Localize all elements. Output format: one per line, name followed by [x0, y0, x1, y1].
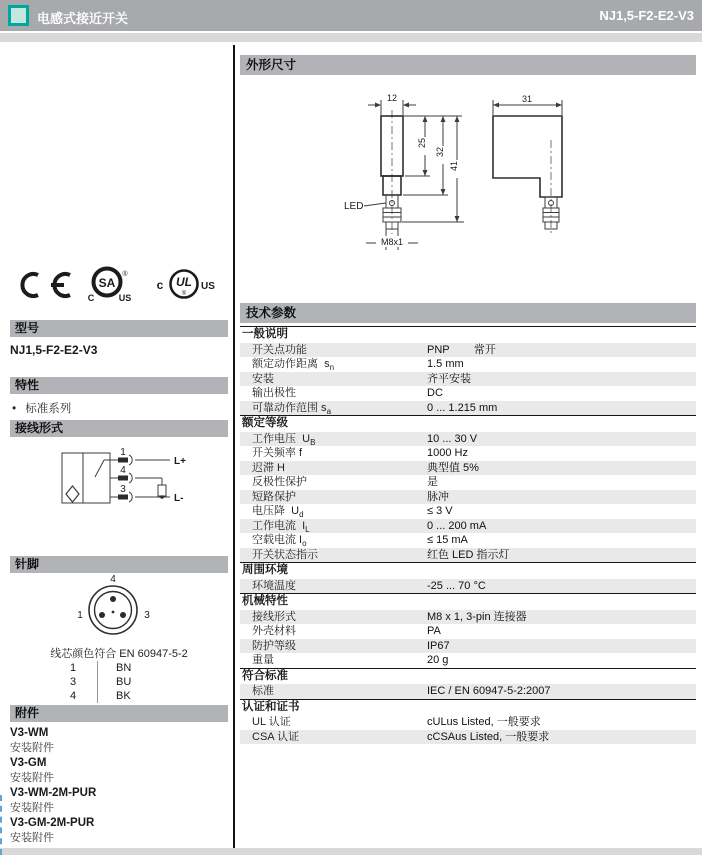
param-label: 反极性保护 — [252, 476, 307, 488]
param-row — [240, 519, 696, 534]
svg-text:c: c — [156, 278, 164, 292]
param-label: 开关频率 f — [252, 447, 303, 459]
param-label: 安装 — [252, 372, 274, 385]
feature-label: 标准系列 — [25, 403, 72, 415]
param-row — [240, 490, 696, 505]
param-row — [240, 372, 696, 387]
svg-text:32: 32 — [435, 146, 445, 158]
page-title: 电感式接近开关 — [37, 11, 129, 26]
param-value: 典型值 5% — [427, 461, 479, 474]
param-label: 可靠动作范围 $s_a$ — [252, 401, 332, 416]
svg-text:SA: SA — [98, 276, 116, 290]
pin-color-row — [63, 689, 131, 703]
accessory-model: V3-WM-2M-PUR — [10, 787, 97, 799]
svg-text:®: ® — [181, 291, 187, 297]
param-row — [240, 461, 696, 476]
param-row — [240, 730, 696, 745]
param-row — [240, 715, 696, 730]
param-value: 0 ... 1.215 mm — [427, 401, 498, 414]
param-label: 电压降 $U_d$ — [252, 505, 304, 520]
param-label: 接线形式 — [252, 610, 296, 623]
pin-number: 3 — [69, 676, 77, 688]
param-row — [240, 446, 696, 461]
svg-text:L+: L+ — [174, 456, 186, 467]
param-label: 外壳材料 — [252, 625, 296, 637]
param-row — [240, 432, 696, 447]
accessory-model: V3-WM — [10, 727, 49, 739]
param-value: 脉冲 — [427, 490, 449, 503]
svg-text:UL: UL — [176, 275, 192, 289]
accessory-model: V3-GM — [10, 757, 47, 769]
param-value: 1000 Hz — [427, 447, 468, 459]
pin-color-row — [63, 661, 131, 675]
header-model-number: NJ1,5-F2-E2-V3 — [599, 8, 694, 23]
svg-text:31: 31 — [521, 94, 533, 104]
param-row — [240, 401, 696, 416]
param-label: 环境温度 — [252, 579, 296, 592]
param-label: 开关状态指示 — [252, 548, 318, 561]
param-value: 1.5 mm — [427, 358, 464, 370]
wire-color-note: 线芯颜色符合 EN 60947-5-2 — [50, 648, 188, 660]
param-row — [240, 475, 696, 490]
left-edge-mark — [0, 795, 2, 855]
param-label: 开关点功能 — [252, 343, 307, 356]
param-row — [240, 653, 696, 668]
param-row — [240, 533, 696, 548]
svg-text:3: 3 — [144, 610, 150, 621]
accessory-desc: 安装附件 — [10, 742, 54, 754]
feature-item — [12, 400, 71, 416]
param-section-header: 机械特性 — [240, 593, 696, 610]
svg-text:12: 12 — [386, 93, 398, 103]
svg-text:L-: L- — [174, 493, 184, 504]
svg-text:US: US — [118, 293, 132, 303]
section-header-features: 特性 — [10, 377, 228, 394]
accessory-desc: 安装附件 — [10, 802, 54, 814]
section-header-connection: 接线形式 — [10, 420, 228, 437]
accessory-desc: 安装附件 — [10, 832, 54, 844]
tech-table — [240, 326, 696, 744]
param-value: ≤ 15 mA — [427, 534, 468, 546]
header-substrip — [0, 33, 702, 42]
param-row — [240, 579, 696, 594]
param-row — [240, 624, 696, 639]
param-value: ≤ 3 V — [427, 505, 453, 517]
pin-number: 1 — [69, 662, 77, 674]
ce-mark-icon — [14, 270, 76, 300]
pinout-diagram — [55, 574, 185, 640]
param-value: PA — [427, 625, 441, 637]
param-label: 标准 — [252, 685, 274, 697]
param-value: 10 ... 30 V — [427, 432, 478, 445]
param-label: 防护等级 — [252, 639, 296, 652]
param-value: cULus Listed, 一般要求 — [427, 716, 541, 728]
param-label: UL 认证 — [252, 716, 291, 728]
svg-text:25: 25 — [417, 137, 427, 149]
svg-text:LED: LED — [344, 201, 364, 212]
model-number: NJ1,5-F2-E2-V3 — [10, 343, 98, 357]
param-value: 20 g — [427, 654, 449, 666]
param-section-header: 一般说明 — [240, 326, 696, 343]
param-row — [240, 386, 696, 401]
pin-number: 4 — [69, 690, 77, 702]
svg-text:®: ® — [122, 271, 128, 278]
param-label: 短路保护 — [252, 490, 296, 503]
csa-logo-icon — [84, 266, 136, 304]
param-section-header: 符合标准 — [240, 668, 696, 685]
ul-logo-icon — [150, 268, 220, 302]
svg-text:1: 1 — [77, 610, 83, 621]
bullet-icon: • — [12, 401, 17, 415]
param-row — [240, 639, 696, 654]
certification-logos — [14, 266, 224, 304]
page-header-bar — [0, 0, 702, 31]
section-header-tech-params: 技术参数 — [240, 303, 696, 323]
brand-square-icon — [8, 5, 29, 26]
section-header-dimensions: 外形尺寸 — [240, 55, 696, 75]
svg-text:M8x1: M8x1 — [380, 237, 404, 247]
param-row — [240, 357, 696, 372]
param-label: 迟滞 H — [252, 461, 285, 474]
param-section-header: 认证和证书 — [240, 699, 696, 716]
section-header-pinout: 针脚 — [10, 556, 228, 573]
param-value: 红色 LED 指示灯 — [427, 548, 510, 561]
svg-text:3: 3 — [120, 484, 126, 495]
param-value: -25 ... 70 °C — [427, 579, 486, 592]
pin-color-table — [63, 661, 131, 703]
column-divider — [233, 45, 235, 848]
param-label: 重量 — [252, 654, 274, 666]
param-value: PNP 常开 — [427, 343, 496, 356]
pin-color-row — [63, 675, 131, 689]
param-row — [240, 504, 696, 519]
param-label: 工作电压 $U_B$ — [252, 432, 316, 447]
param-row — [240, 343, 696, 358]
svg-text:4: 4 — [120, 465, 126, 476]
svg-text:C: C — [87, 293, 95, 303]
param-label: 工作电流 $I_L$ — [252, 519, 310, 534]
dimension-drawing — [240, 82, 696, 297]
svg-text:US: US — [201, 281, 215, 292]
svg-text:1: 1 — [120, 447, 126, 458]
section-header-accessories: 附件 — [10, 705, 228, 722]
pin-color-code: BK — [97, 689, 131, 703]
svg-text:41: 41 — [449, 160, 459, 172]
param-section-header: 周围环境 — [240, 562, 696, 579]
footer-strip — [0, 848, 702, 855]
param-value: 齐平安装 — [427, 372, 471, 385]
param-label: CSA 认证 — [252, 730, 300, 743]
param-label: 空载电流 $I_o$ — [252, 534, 307, 549]
param-value: IEC / EN 60947-5-2:2007 — [427, 685, 551, 697]
param-row — [240, 548, 696, 563]
param-value: M8 x 1, 3-pin 连接器 — [427, 610, 527, 623]
accessory-model: V3-GM-2M-PUR — [10, 817, 95, 829]
param-label: 输出极性 — [252, 387, 296, 399]
param-value: DC — [427, 387, 443, 399]
section-header-model: 型号 — [10, 320, 228, 337]
accessories-list — [10, 726, 228, 846]
param-section-header: 额定等级 — [240, 415, 696, 432]
param-row — [240, 684, 696, 699]
param-value: cCSAus Listed, 一般要求 — [427, 730, 550, 743]
param-row — [240, 610, 696, 625]
param-value: 是 — [427, 476, 438, 488]
param-label: 额定动作距离 $s_n$ — [252, 358, 335, 373]
accessory-desc: 安装附件 — [10, 772, 54, 784]
param-value: 0 ... 200 mA — [427, 519, 487, 532]
param-value: IP67 — [427, 639, 450, 652]
pin-color-code: BN — [97, 661, 131, 675]
svg-text:4: 4 — [110, 574, 116, 585]
pin-color-code: BU — [97, 675, 131, 689]
wiring-diagram — [40, 447, 200, 542]
